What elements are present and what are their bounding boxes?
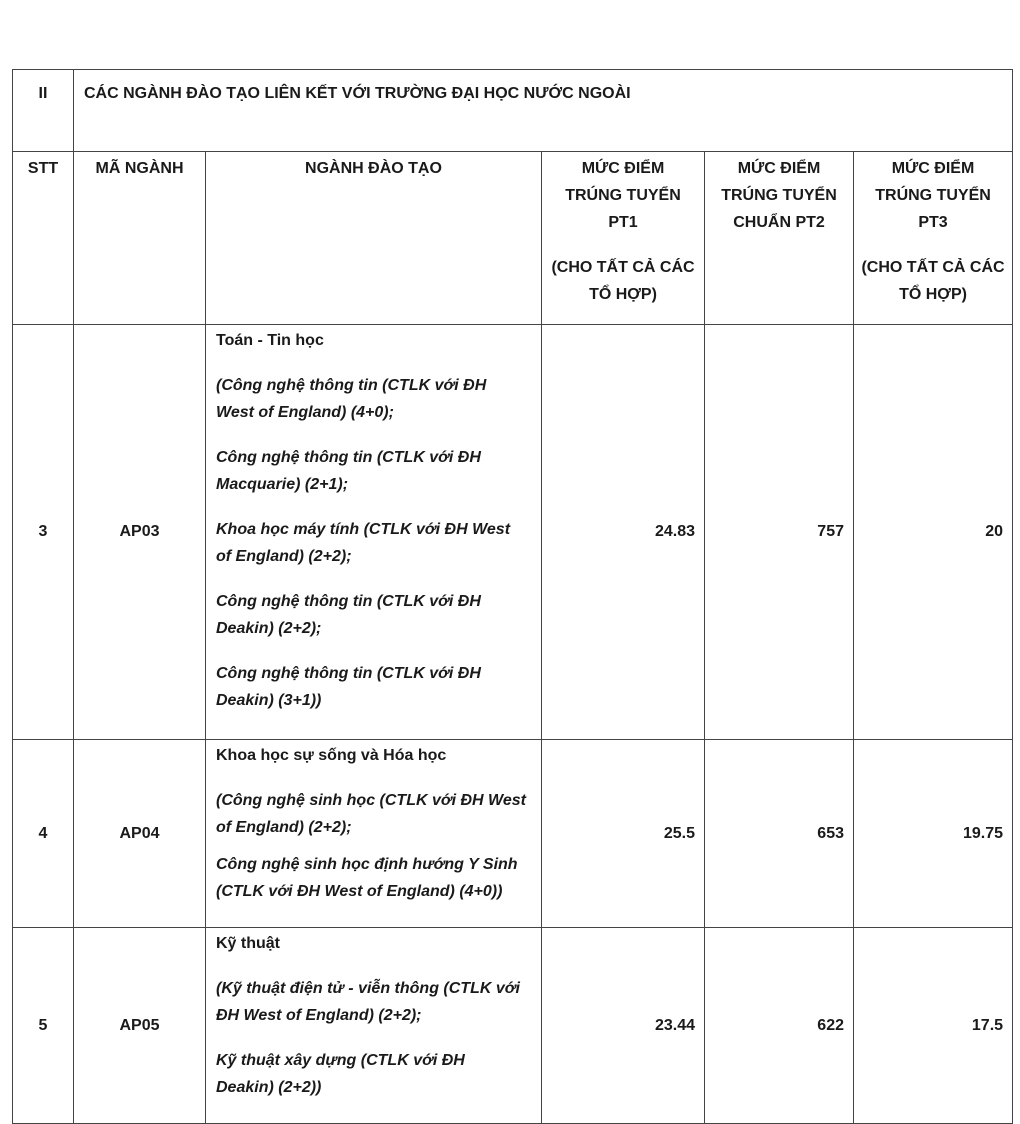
header-pt2-line1: MỨC ĐIỂM: [737, 160, 821, 177]
column-header-row: [13, 152, 1013, 325]
row-code: AP03: [74, 325, 206, 740]
table-row: [13, 928, 1013, 1124]
row-stt: 4: [13, 740, 74, 928]
row-stt: 3: [13, 325, 74, 740]
score-pt1: 24.83: [542, 325, 705, 740]
header-stt: STT: [13, 152, 74, 325]
major-program: Công nghệ thông tin (CTLK với ĐH Macquarie) (2+1);: [216, 449, 481, 493]
score-pt2: 757: [705, 325, 854, 740]
header-pt1: [542, 152, 705, 325]
major-group-title: Kỹ thuật: [216, 935, 280, 952]
row-stt: 5: [13, 928, 74, 1124]
score-pt3: 17.5: [854, 928, 1013, 1124]
major-group-title: Khoa học sự sống và Hóa học: [216, 747, 447, 764]
header-pt3-line3: PT3: [918, 214, 948, 231]
row-major: [206, 740, 542, 928]
major-program: Công nghệ sinh học định hướng Y Sinh (CTLK với ĐH West of England) (4+0)): [216, 856, 518, 900]
header-pt3-line1: MỨC ĐIỂM: [891, 160, 975, 177]
score-pt3: 19.75: [854, 740, 1013, 928]
score-pt1: 25.5: [542, 740, 705, 928]
major-program: Kỹ thuật xây dựng (CTLK với ĐH Deakin) (2+2)): [216, 1052, 465, 1096]
major-program: Công nghệ thông tin (CTLK với ĐH Deakin) (2+2);: [216, 593, 481, 637]
header-pt2-line3: CHUẨN PT2: [733, 214, 825, 231]
row-code: AP04: [74, 740, 206, 928]
score-pt2: 653: [705, 740, 854, 928]
header-pt2: [705, 152, 854, 325]
major-program: (Công nghệ thông tin (CTLK với ĐH West of England) (4+0);: [216, 377, 487, 421]
header-code: MÃ NGÀNH: [74, 152, 206, 325]
header-pt1-note1: (CHO TẤT CẢ CÁC: [551, 259, 695, 276]
header-pt2-line2: TRÚNG TUYỂN: [721, 187, 837, 204]
admission-score-table: [12, 69, 1013, 1124]
row-major: [206, 325, 542, 740]
header-pt3-note2: TỔ HỢP): [899, 286, 967, 303]
score-pt1: 23.44: [542, 928, 705, 1124]
score-pt3: 20: [854, 325, 1013, 740]
major-group-title: Toán - Tin học: [216, 332, 324, 349]
score-pt2: 622: [705, 928, 854, 1124]
section-number: II: [13, 70, 74, 152]
major-program: (Công nghệ sinh học (CTLK với ĐH West of England) (2+2);: [216, 792, 526, 836]
header-major: NGÀNH ĐÀO TẠO: [206, 152, 542, 325]
header-pt1-line1: MỨC ĐIỂM: [581, 160, 665, 177]
header-pt1-line3: PT1: [608, 214, 638, 231]
table-row: [13, 325, 1013, 740]
header-pt1-line2: TRÚNG TUYỂN: [565, 187, 681, 204]
header-pt3-note1: (CHO TẤT CẢ CÁC: [861, 259, 1005, 276]
section-header-row: [13, 70, 1013, 152]
row-code: AP05: [74, 928, 206, 1124]
major-program: Công nghệ thông tin (CTLK với ĐH Deakin) (3+1)): [216, 665, 481, 709]
section-title: CÁC NGÀNH ĐÀO TẠO LIÊN KẾT VỚI TRƯỜNG ĐẠI HỌC NƯỚC NGOÀI: [74, 70, 1013, 152]
table-row: [13, 740, 1013, 928]
header-pt3-line2: TRÚNG TUYỂN: [875, 187, 991, 204]
major-program: Khoa học máy tính (CTLK với ĐH West of England) (2+2);: [216, 521, 511, 565]
major-program: (Kỹ thuật điện tử - viễn thông (CTLK với ĐH West of England) (2+2);: [216, 980, 520, 1024]
header-pt1-note2: TỔ HỢP): [589, 286, 657, 303]
row-major: [206, 928, 542, 1124]
header-pt3: [854, 152, 1013, 325]
